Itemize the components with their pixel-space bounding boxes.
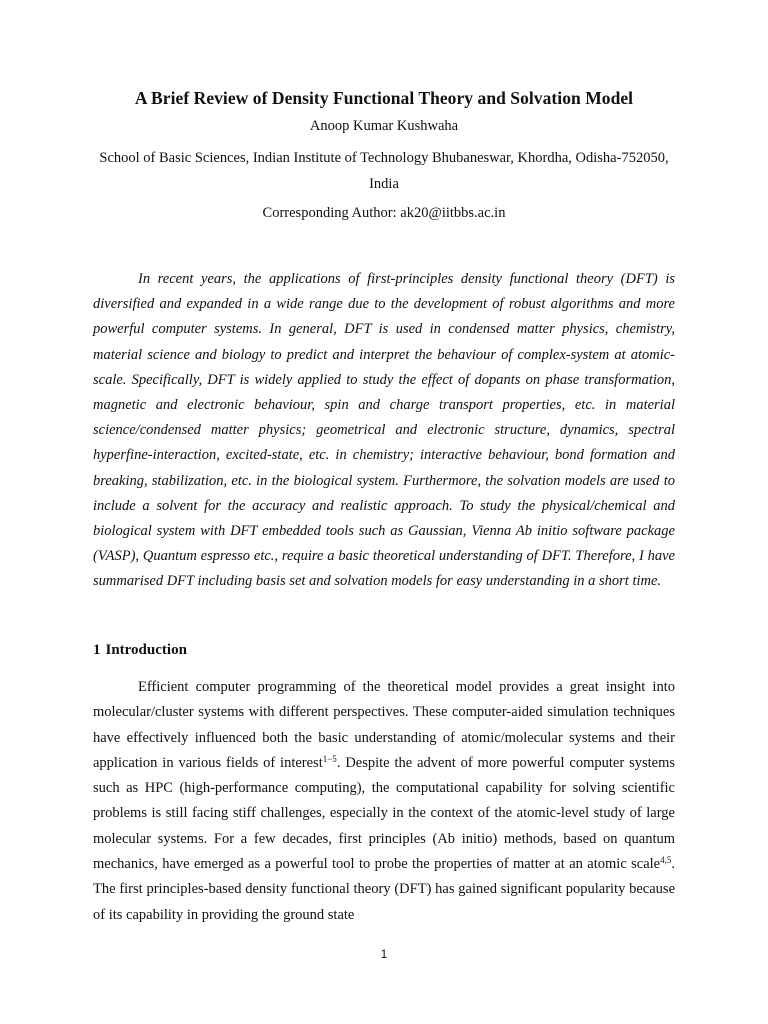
author-affiliation: School of Basic Sciences, Indian Institute of Technology Bhubaneswar, Khordha, Odisha-752050, India <box>99 150 669 192</box>
intro-text-segment: Efficient computer programming of the theoretical model provides a great insight into molecular/cluster systems with different perspectives. These computer-aided simulation techniques have effectively influenced both the basic understanding of atomic/molecular systems and their application in various fields of interest <box>93 679 675 771</box>
author-name: Anoop Kumar Kushwaha <box>309 118 459 134</box>
section-number: 1 <box>93 642 101 658</box>
paper-title: A Brief Review of Density Functional Theory and Solvation Model <box>134 88 634 108</box>
intro-text-segment: . Despite the advent of more powerful computer systems such as HPC (high-performance computing), the computational capability for solving scientific problems is still facing stiff challenges, especially in the context of the atomic-level study of large molecular systems. For a few decades, first principles (Ab initio) methods, based on quantum mechanics, have emerged as a powerful tool to probe the properties of matter at an atomic scale <box>93 754 675 873</box>
page-number: 1 <box>380 947 388 961</box>
section-heading-introduction <box>93 642 187 659</box>
citation-superscript: 1−5 <box>322 753 337 764</box>
intro-text-segment: . The first principles-based density functional theory (DFT) has gained significant popularity because of its capability in providing the ground state <box>93 856 675 923</box>
introduction-paragraph <box>93 675 675 928</box>
citation-superscript: 4,5 <box>660 855 672 866</box>
abstract-paragraph: In recent years, the applications of first-principles density functional theory (DFT) is diversified and expanded in a wide range due to the development of robust algorithms and more powerful computer systems. In general, DFT is used in condensed matter physics, chemistry, material science and biology to predict and interpret the behaviour of complex-system at atomic-scale. Specifically, DFT is widely applied to study the effect of dopants on phase transformation, magnetic and electronic behaviour, spin and charge transport properties, etc. in material science/condensed matter physics; geometrical and electronic structure, dynamics, spectral hyperfine-interaction, excited-state, etc. in chemistry; interactive behaviour, bond formation and breaking, stabilization, etc. in the biological system. Furthermore, the solvation models are used to include a solvent for the accuracy and realistic approach. To study the physical/chemical and biological system with DFT embedded tools such as Gaussian, Vienna Ab initio software package (VASP), Quantum espresso etc., require a basic theoretical understanding of DFT. Therefore, I have summarised DFT including basis set and solvation models for easy understanding in a short time. <box>93 271 675 590</box>
corresponding-author: Corresponding Author: ak20@iitbbs.ac.in <box>262 205 506 221</box>
section-title: Introduction <box>105 642 187 658</box>
